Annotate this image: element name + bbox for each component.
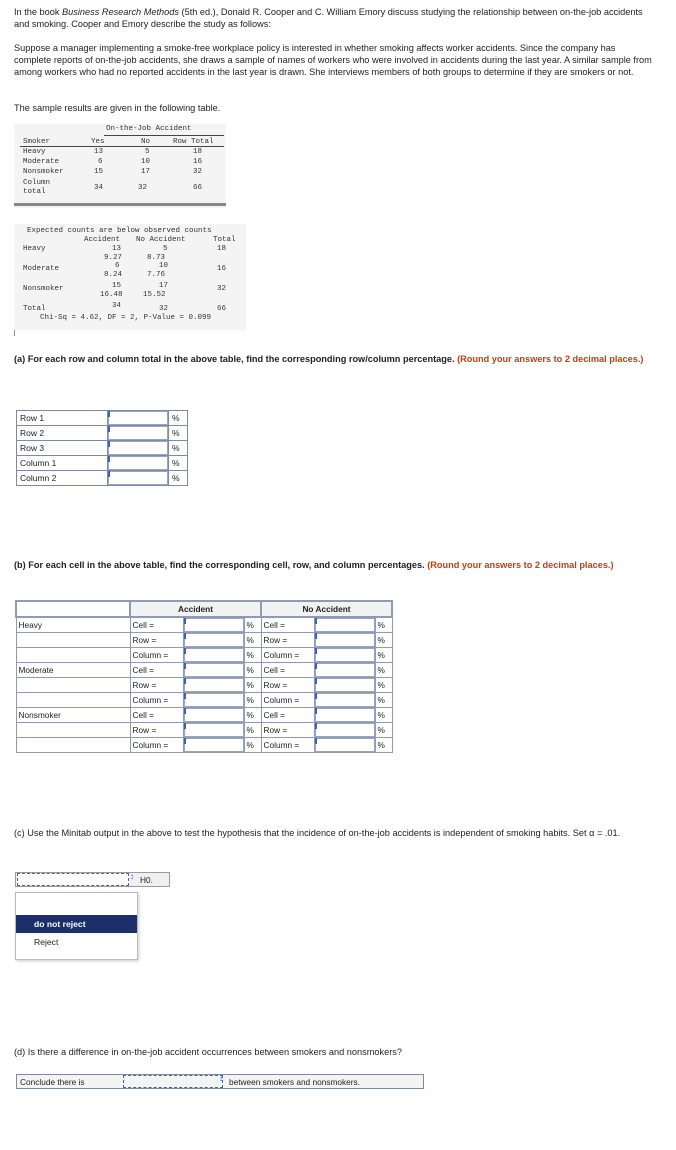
- option-reject[interactable]: Reject: [34, 937, 59, 947]
- part-a-row: [17, 471, 188, 486]
- intro-prefix: In the book: [14, 7, 63, 17]
- heavy-no-accident-column-input[interactable]: [315, 648, 375, 662]
- h0-suffix: H0.: [140, 875, 153, 885]
- row-label-moderate: Moderate: [23, 265, 60, 273]
- flag-marker: [315, 738, 317, 744]
- part-a-row: [17, 456, 188, 471]
- input-cell: [108, 456, 169, 471]
- part-c-question: (c) Use the Minitab output in the above to test the hypothesis that the incidence of on-the-job accidents is independent of smoking habits. Set α = .01.: [14, 828, 621, 838]
- table-row: [16, 708, 392, 723]
- line-label: Cell =: [130, 617, 183, 633]
- flag-marker: [108, 426, 110, 432]
- cell: 34: [112, 302, 122, 310]
- conclude-suffix: between smokers and nonsmokers.: [229, 1077, 360, 1087]
- label-row-1: Row 1: [17, 411, 108, 426]
- nonsmoker-accident-column-input[interactable]: [184, 738, 244, 752]
- dropdown-menu: [15, 892, 138, 960]
- nonsmoker-accident-row-input[interactable]: [184, 723, 244, 737]
- input-cell: [314, 617, 375, 633]
- column-1-input[interactable]: [108, 456, 168, 470]
- line-label: Cell =: [130, 708, 183, 723]
- group-label-nonsmoker: Nonsmoker: [16, 708, 130, 723]
- flag-marker: [315, 618, 317, 624]
- group-header: On-the-Job Accident: [106, 125, 192, 133]
- percent-label: %: [244, 738, 261, 753]
- line-label: Row =: [130, 723, 183, 738]
- cell: 18: [193, 148, 203, 156]
- cell: 32: [138, 184, 148, 192]
- flag-marker: [184, 738, 186, 744]
- label-row-2: Row 2: [17, 426, 108, 441]
- flag-marker: [108, 411, 110, 417]
- table-row: [16, 663, 392, 678]
- sample-intro: The sample results are given in the following table.: [14, 103, 221, 113]
- line-label: Column =: [130, 738, 183, 753]
- input-cell: [183, 648, 244, 663]
- cell: 16: [217, 265, 227, 273]
- line-label: Row =: [261, 723, 314, 738]
- cell: 18: [217, 245, 227, 253]
- cell: 32: [217, 285, 227, 293]
- col-header-yes: Yes: [91, 138, 105, 146]
- row-label-total: total: [23, 188, 46, 196]
- percent-label: %: [375, 678, 392, 693]
- col-header-no: No: [141, 138, 151, 146]
- input-cell: [314, 663, 375, 678]
- heavy-accident-column-input[interactable]: [184, 648, 244, 662]
- cell: 6: [115, 262, 120, 270]
- row-label-nonsmoker: Nonsmoker: [23, 285, 64, 293]
- percent-label: %: [169, 471, 188, 486]
- group-underline: [104, 135, 224, 136]
- input-cell: [314, 723, 375, 738]
- part-b-text: (b) For each cell in the above table, find the corresponding cell, row, and column percentages.: [14, 560, 425, 570]
- moderate-no-accident-column-input[interactable]: [315, 693, 375, 707]
- input-cell: [183, 708, 244, 723]
- flag-marker: [108, 456, 110, 462]
- flag-marker: [184, 663, 186, 669]
- part-a-row: [17, 441, 188, 456]
- input-cell: [108, 411, 169, 426]
- row-label-heavy: Heavy: [23, 148, 46, 156]
- header-underline: [20, 146, 224, 147]
- scenario-paragraph: Suppose a manager implementing a smoke-free workplace policy is interested in whether smoking affects worker accidents. Since the company has complete reports of on-the-job accidents, she draws a sample of names of workers who were involved in accidents during the last year. A similar sample from among workers who had no reported accidents in the last year is drawn. She interviews members of both groups to determine if they are smokers or not.: [14, 43, 652, 77]
- percent-label: %: [244, 693, 261, 708]
- percent-label: %: [375, 723, 392, 738]
- group-label-empty: [16, 693, 130, 708]
- header-no-accident: No Accident: [261, 601, 392, 617]
- cell: 7.76: [147, 271, 166, 279]
- moderate-accident-column-input[interactable]: [184, 693, 244, 707]
- label-column-1: Column 1: [17, 456, 108, 471]
- percent-label: %: [169, 411, 188, 426]
- part-a-instruction: (Round your answers to 2 decimal places.): [457, 354, 644, 364]
- cell: 15.52: [143, 291, 166, 299]
- input-cell: [183, 633, 244, 648]
- group-label-empty: [16, 738, 130, 753]
- part-b-question: [14, 559, 654, 571]
- row-label-nonsmoker: Nonsmoker: [23, 168, 64, 176]
- table-row: [16, 723, 392, 738]
- line-label: Column =: [261, 738, 314, 753]
- percent-label: %: [375, 648, 392, 663]
- input-cell: [183, 663, 244, 678]
- flag-marker: [108, 441, 110, 447]
- input-cell: [314, 708, 375, 723]
- input-cell: [314, 738, 375, 753]
- cell: 5: [163, 245, 168, 253]
- input-cell: [183, 693, 244, 708]
- part-d-question: (d) Is there a difference in on-the-job accident occurrences between smokers and nonsmokers?: [14, 1047, 402, 1057]
- corner-cell: [16, 601, 130, 617]
- table-row: [16, 633, 392, 648]
- percent-label: %: [375, 708, 392, 723]
- flag-marker: [315, 678, 317, 684]
- header-accident: Accident: [130, 601, 261, 617]
- line-label: Row =: [261, 633, 314, 648]
- part-d-answer-row: [16, 1074, 424, 1089]
- percent-label: %: [244, 663, 261, 678]
- intro-suffix: (5th ed.), Donald R. Cooper and C. William Emory discuss studying the relationship between on-the-job accidents and smoking. Cooper and Emory describe the study as follows:: [14, 7, 643, 29]
- table-row: [16, 738, 392, 753]
- part-b-instruction: (Round your answers to 2 decimal places.): [427, 560, 614, 570]
- cell: 13: [94, 148, 104, 156]
- nonsmoker-no-accident-row-input[interactable]: [315, 723, 375, 737]
- moderate-no-accident-row-input[interactable]: [315, 678, 375, 692]
- percent-label: %: [375, 738, 392, 753]
- chevron-down-icon[interactable]: ↕: [219, 1074, 223, 1083]
- heavy-no-accident-cell-input[interactable]: [315, 618, 375, 632]
- percent-label: %: [375, 693, 392, 708]
- line-label: Cell =: [261, 617, 314, 633]
- cell: 32: [159, 305, 169, 313]
- table-row: [16, 678, 392, 693]
- input-cell: [183, 723, 244, 738]
- part-a-text: (a) For each row and column total in the above table, find the corresponding row/column percentage.: [14, 354, 455, 364]
- group-label-empty: [16, 633, 130, 648]
- row-label-moderate: Moderate: [23, 158, 60, 166]
- group-label-empty: [16, 648, 130, 663]
- line-label: Cell =: [261, 663, 314, 678]
- chevron-down-icon[interactable]: ↕: [130, 872, 134, 881]
- cell: 8.24: [104, 271, 123, 279]
- part-c-select-wrap: [15, 872, 170, 887]
- percent-label: %: [375, 633, 392, 648]
- flag-marker: [184, 693, 186, 699]
- option-do-not-reject[interactable]: do not reject: [16, 915, 137, 933]
- percent-label: %: [244, 648, 261, 663]
- input-cell: [183, 738, 244, 753]
- line-label: Column =: [261, 693, 314, 708]
- cell: 17: [141, 168, 151, 176]
- row-label-column: Column: [23, 179, 51, 187]
- book-title: Business Research Methods: [62, 7, 179, 17]
- flag-marker: [315, 663, 317, 669]
- col-header-accident: Accident: [84, 236, 121, 244]
- col-header-total: Total: [213, 236, 236, 244]
- col-header-smoker: Smoker: [23, 138, 51, 146]
- cell: 5: [145, 148, 150, 156]
- table-bottom-rule: [14, 203, 226, 206]
- line-label: Column =: [130, 648, 183, 663]
- cell: 66: [217, 305, 227, 313]
- conclude-label: Conclude there is: [20, 1077, 85, 1087]
- observed-counts-table: [14, 124, 226, 208]
- table-row: [16, 693, 392, 708]
- flag-marker: [184, 618, 186, 624]
- label-column-2: Column 2: [17, 471, 108, 486]
- col-header-no-accident: No Accident: [136, 236, 186, 244]
- percent-label: %: [244, 723, 261, 738]
- expected-title: Expected counts are below observed counts: [27, 227, 212, 235]
- percent-label: %: [375, 617, 392, 633]
- cell: 8.73: [147, 254, 166, 262]
- group-label-empty: [16, 723, 130, 738]
- percent-label: %: [244, 617, 261, 633]
- hypothesis-dropdown[interactable]: [17, 873, 129, 886]
- line-label: Row =: [261, 678, 314, 693]
- row-1-input[interactable]: [108, 411, 168, 425]
- cell: 17: [159, 282, 169, 290]
- group-label-moderate: Moderate: [16, 663, 130, 678]
- part-b-table: [15, 600, 393, 753]
- cell: 16.48: [100, 291, 123, 299]
- cell: 15: [94, 168, 104, 176]
- line-label: Column =: [130, 693, 183, 708]
- flag-marker: [108, 471, 110, 477]
- conclusion-dropdown[interactable]: [123, 1075, 223, 1088]
- nonsmoker-no-accident-column-input[interactable]: [315, 738, 375, 752]
- column-2-input[interactable]: [108, 471, 168, 485]
- line-label: Row =: [130, 678, 183, 693]
- flag-marker: [184, 708, 186, 714]
- moderate-no-accident-cell-input[interactable]: [315, 663, 375, 677]
- flag-marker: [315, 708, 317, 714]
- percent-label: %: [169, 441, 188, 456]
- percent-label: %: [375, 663, 392, 678]
- flag-marker: [315, 648, 317, 654]
- group-label-empty: [16, 678, 130, 693]
- percent-label: %: [244, 678, 261, 693]
- input-cell: [108, 441, 169, 456]
- flag-marker: [184, 723, 186, 729]
- input-cell: [108, 471, 169, 486]
- table-rule: [14, 330, 15, 336]
- row-2-input[interactable]: [108, 426, 168, 440]
- heavy-accident-row-input[interactable]: [184, 633, 244, 647]
- flag-marker: [184, 633, 186, 639]
- flag-marker: [184, 678, 186, 684]
- intro-paragraph: [14, 6, 654, 30]
- input-cell: [314, 633, 375, 648]
- nonsmoker-no-accident-cell-input[interactable]: [315, 708, 375, 722]
- percent-label: %: [244, 708, 261, 723]
- percent-label: %: [169, 426, 188, 441]
- row-label-heavy: Heavy: [23, 245, 46, 253]
- percent-label: %: [244, 633, 261, 648]
- part-a-row: [17, 411, 188, 426]
- part-a-question: [14, 353, 654, 365]
- label-row-3: Row 3: [17, 441, 108, 456]
- input-cell: [108, 426, 169, 441]
- flag-marker: [184, 648, 186, 654]
- cell: 34: [94, 184, 104, 192]
- flag-marker: [315, 723, 317, 729]
- cell: 32: [193, 168, 203, 176]
- cell: 10: [141, 158, 151, 166]
- row-label-total: Total: [23, 305, 46, 313]
- cell: 10: [159, 262, 169, 270]
- moderate-accident-cell-input[interactable]: [184, 663, 244, 677]
- moderate-accident-row-input[interactable]: [184, 678, 244, 692]
- cell: 9.27: [104, 254, 123, 262]
- input-cell: [314, 678, 375, 693]
- cell: 66: [193, 184, 203, 192]
- header-row: [16, 601, 392, 617]
- part-a-row: [17, 426, 188, 441]
- cell: 15: [112, 282, 122, 290]
- heavy-no-accident-row-input[interactable]: [315, 633, 375, 647]
- table-row: [16, 617, 392, 633]
- input-cell: [314, 648, 375, 663]
- cell: 6: [98, 158, 103, 166]
- heavy-accident-cell-input[interactable]: [184, 618, 244, 632]
- input-cell: [183, 678, 244, 693]
- group-label-heavy: Heavy: [16, 617, 130, 633]
- cell: 13: [112, 245, 122, 253]
- col-header-row-total: Row Total: [173, 138, 214, 146]
- input-cell: [314, 693, 375, 708]
- flag-marker: [315, 693, 317, 699]
- menu-spacer: [16, 893, 137, 915]
- percent-label: %: [169, 456, 188, 471]
- line-label: Row =: [130, 633, 183, 648]
- cell: 16: [193, 158, 203, 166]
- line-label: Column =: [261, 648, 314, 663]
- line-label: Cell =: [261, 708, 314, 723]
- flag-marker: [315, 633, 317, 639]
- expected-counts-table: [14, 224, 246, 330]
- row-3-input[interactable]: [108, 441, 168, 455]
- part-a-table: [16, 410, 188, 486]
- table-row: [16, 648, 392, 663]
- chi-square-line: Chi-Sq = 4.62, DF = 2, P-Value = 0.099: [40, 314, 212, 322]
- line-label: Cell =: [130, 663, 183, 678]
- input-cell: [183, 617, 244, 633]
- nonsmoker-accident-cell-input[interactable]: [184, 708, 244, 722]
